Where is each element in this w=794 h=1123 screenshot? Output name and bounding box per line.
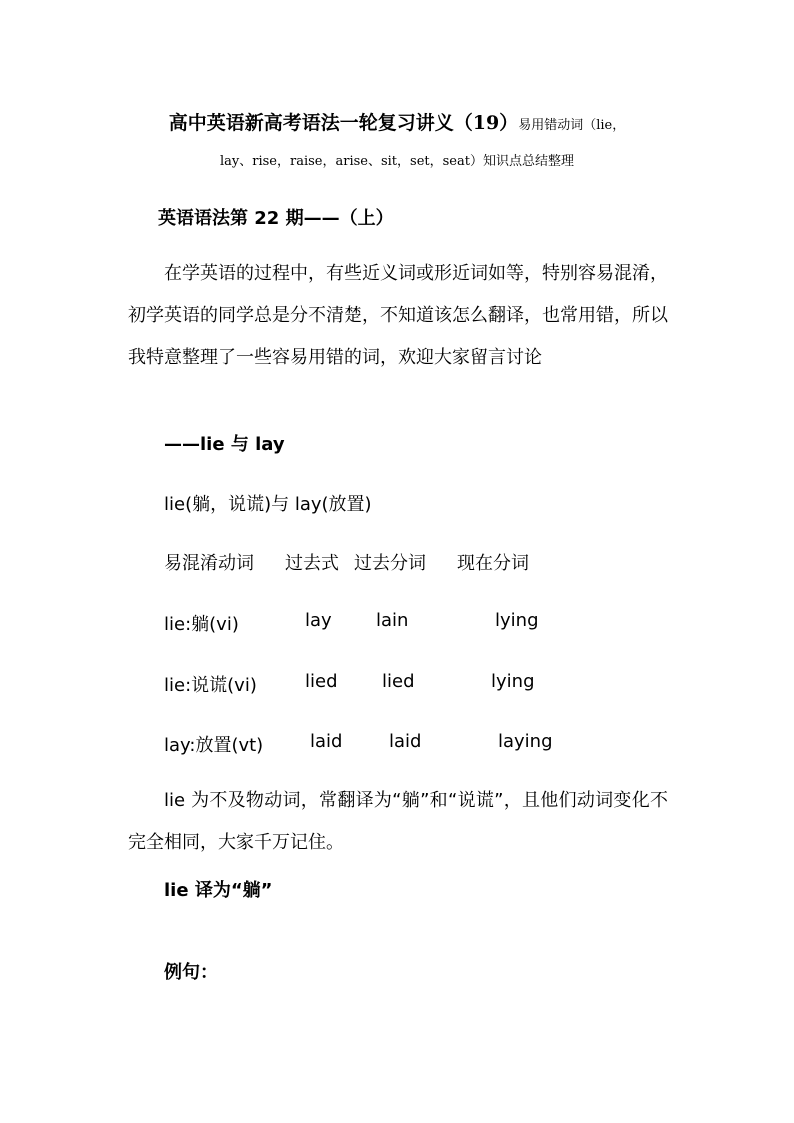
document-title-line-1 — [0, 108, 794, 135]
table-cell: lied — [305, 671, 338, 692]
table-cell: lied — [382, 671, 415, 692]
definition-line: lie(躺，说谎)与 lay(放置) — [164, 494, 372, 515]
document-title-words: lay、rise，raise，arise、sit，set，seat） — [220, 154, 483, 169]
table-header-cell: 现在分词 — [457, 553, 529, 574]
table-cell: lie:躺(vi) — [164, 614, 239, 635]
table-cell: laying — [498, 731, 553, 752]
table-header-cell: 过去式 — [285, 553, 339, 574]
document-title-line-2 — [0, 150, 794, 169]
table-cell: lying — [491, 671, 535, 692]
table-header-row — [0, 549, 794, 579]
document-title-main: 高中英语新高考语法一轮复习讲义（19） — [168, 112, 519, 134]
table-row — [0, 610, 794, 640]
subheading-lie-as-lie-down: lie 译为“躺” — [164, 880, 273, 901]
table-cell: lie:说谎(vi) — [164, 675, 257, 696]
table-cell: laid — [310, 731, 343, 752]
table-cell: lain — [376, 610, 409, 631]
table-row — [0, 671, 794, 701]
document-title-tail: 易用错动词（lie， — [518, 118, 626, 133]
table-cell: lay — [305, 610, 332, 631]
table-cell: lay:放置(vt) — [164, 735, 264, 756]
example-label: 例句： — [164, 962, 218, 983]
table-header-cell: 易混淆动词 — [164, 553, 254, 574]
intro-paragraph: 在学英语的过程中，有些近义词或形近词如等，特别容易混淆，初学英语的同学总是分不清楚，不知道该怎么翻译，也常用错，所以我特意整理了一些容易用错的词，欢迎大家留言讨论 — [128, 263, 668, 368]
table-header-cell: 过去分词 — [354, 553, 426, 574]
section-heading: 英语语法第 22 期——（上） — [158, 208, 394, 229]
table-cell: lying — [495, 610, 539, 631]
table-row — [0, 731, 794, 761]
subheading-lie-lay: ——lie 与 lay — [164, 434, 285, 455]
table-cell: laid — [389, 731, 422, 752]
note-paragraph: lie 为不及物动词，常翻译为“躺”和“说谎”，且他们动词变化不完全相同，大家千万记住。 — [128, 790, 668, 853]
document-title-subtitle: 知识点总结整理 — [482, 154, 574, 169]
